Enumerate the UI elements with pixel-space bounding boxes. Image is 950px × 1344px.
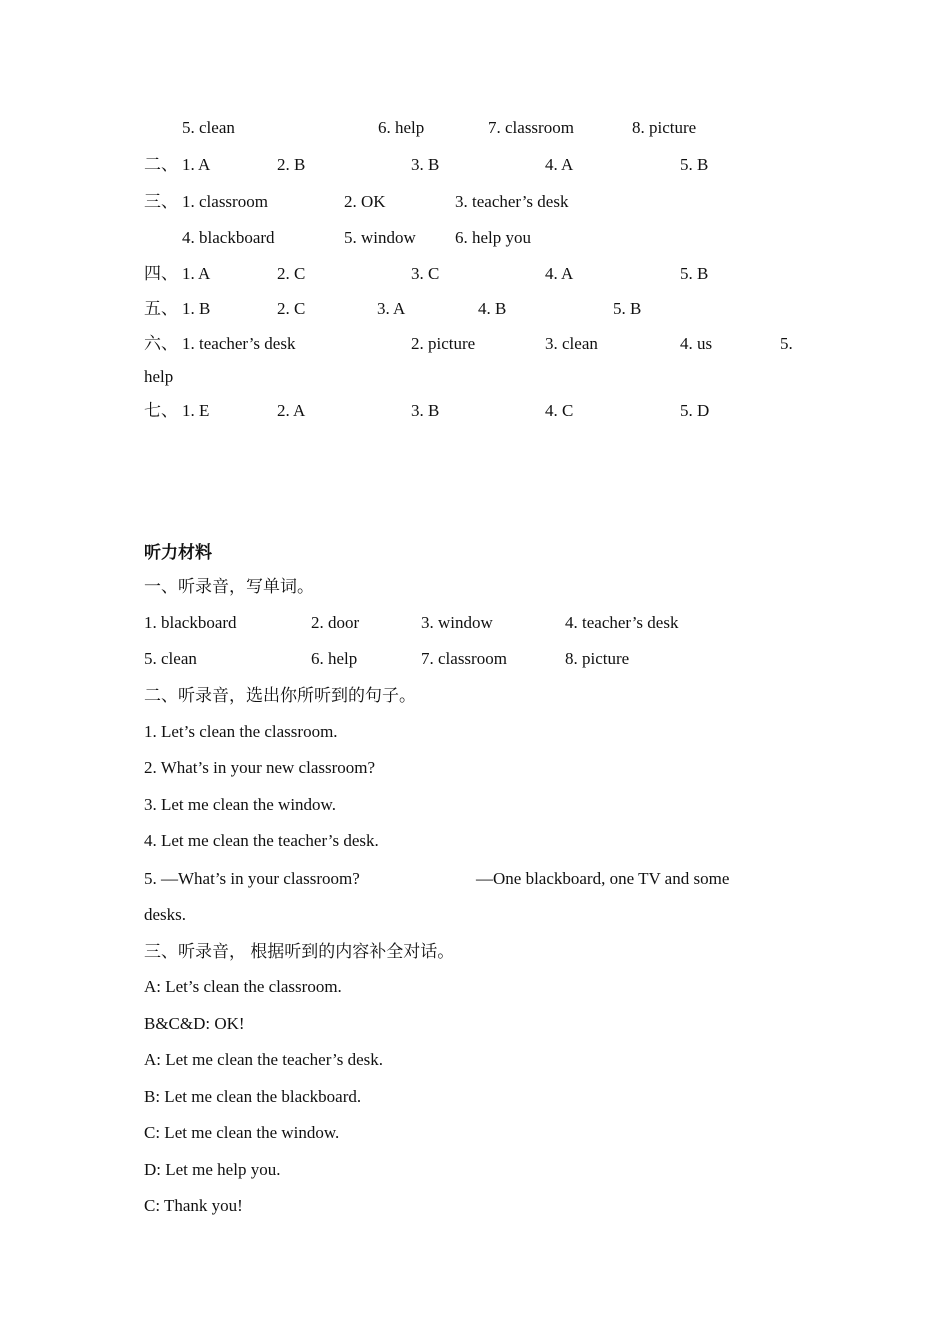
- answer-item: 2. B: [277, 155, 306, 174]
- answer-item: 1. E: [182, 401, 210, 420]
- sentence: 5. —What’s in your classroom?: [144, 869, 360, 888]
- answer-item: 1. A: [182, 264, 211, 283]
- answer-item: 3. teacher’s desk: [455, 192, 569, 211]
- word-item: 3. window: [421, 613, 493, 632]
- answer-item: 5. B: [680, 264, 709, 283]
- answer-item: 2. A: [277, 401, 306, 420]
- sentence: 4. Let me clean the teacher’s desk.: [144, 831, 379, 850]
- answer-item: 5. clean: [182, 118, 235, 137]
- part-heading: 三、听录音， 根据听到的内容补全对话。: [144, 942, 455, 961]
- answer-item: 4. A: [545, 155, 574, 174]
- answer-item: 1. A: [182, 155, 211, 174]
- dialogue-line: A: Let’s clean the classroom.: [144, 977, 342, 996]
- answer-item: 3. B: [411, 401, 440, 420]
- dialogue-line: D: Let me help you.: [144, 1160, 281, 1179]
- word-item: 4. teacher’s desk: [565, 613, 679, 632]
- dialogue-line: C: Thank you!: [144, 1196, 243, 1215]
- answer-item: 2. C: [277, 264, 306, 283]
- answer-item: 1. teacher’s desk: [182, 334, 296, 353]
- answer-item: 2. picture: [411, 334, 476, 353]
- section-label: 六、: [144, 334, 178, 353]
- word-item: 1. blackboard: [144, 613, 237, 632]
- answer-item: 2. OK: [344, 192, 386, 211]
- answer-item: 7. classroom: [488, 118, 574, 137]
- answer-item: 4. blackboard: [182, 228, 275, 247]
- answer-item: 4. us: [680, 334, 713, 353]
- part-heading: 二、听录音，选出你所听到的句子。: [144, 686, 416, 705]
- part-heading: 一、听录音，写单词。: [144, 577, 314, 596]
- answer-item: 3. B: [411, 155, 440, 174]
- section-title: 听力材料: [144, 543, 212, 562]
- section-label: 三、: [144, 192, 178, 211]
- answer-item: 5.: [780, 334, 793, 353]
- answer-item: 8. picture: [632, 118, 697, 137]
- answer-item: 3. A: [377, 299, 406, 318]
- sentence: 1. Let’s clean the classroom.: [144, 722, 338, 741]
- answer-item: 1. classroom: [182, 192, 268, 211]
- answer-item: 3. clean: [545, 334, 598, 353]
- answer-item: 4. A: [545, 264, 574, 283]
- section-label: 五、: [144, 299, 178, 318]
- dialogue-line: B: Let me clean the blackboard.: [144, 1087, 362, 1106]
- sentence: —One blackboard, one TV and some: [476, 869, 730, 888]
- answer-item: 5. window: [344, 228, 416, 247]
- dialogue-line: B&C&D: OK!: [144, 1014, 245, 1033]
- answer-item: 2. C: [277, 299, 306, 318]
- section-label: 四、: [144, 264, 178, 283]
- answer-item: 4. B: [478, 299, 507, 318]
- answer-item: 5. D: [680, 401, 710, 420]
- word-item: 7. classroom: [421, 649, 507, 668]
- sentence: desks.: [144, 905, 187, 924]
- answer-item: 6. help you: [455, 228, 532, 247]
- answer-item: help: [144, 367, 174, 386]
- dialogue-line: C: Let me clean the window.: [144, 1123, 340, 1142]
- answer-item: 4. C: [545, 401, 574, 420]
- answer-item: 5. B: [680, 155, 709, 174]
- word-item: 8. picture: [565, 649, 630, 668]
- answer-item: 5. B: [613, 299, 642, 318]
- answer-item: 1. B: [182, 299, 211, 318]
- answer-item: 6. help: [378, 118, 425, 137]
- sentence: 3. Let me clean the window.: [144, 795, 336, 814]
- word-item: 5. clean: [144, 649, 197, 668]
- sentence: 2. What’s in your new classroom?: [144, 758, 376, 777]
- answer-item: 3. C: [411, 264, 440, 283]
- section-label: 七、: [144, 401, 178, 420]
- section-label: 二、: [144, 155, 178, 174]
- word-item: 6. help: [311, 649, 358, 668]
- dialogue-line: A: Let me clean the teacher’s desk.: [144, 1050, 383, 1069]
- word-item: 2. door: [311, 613, 360, 632]
